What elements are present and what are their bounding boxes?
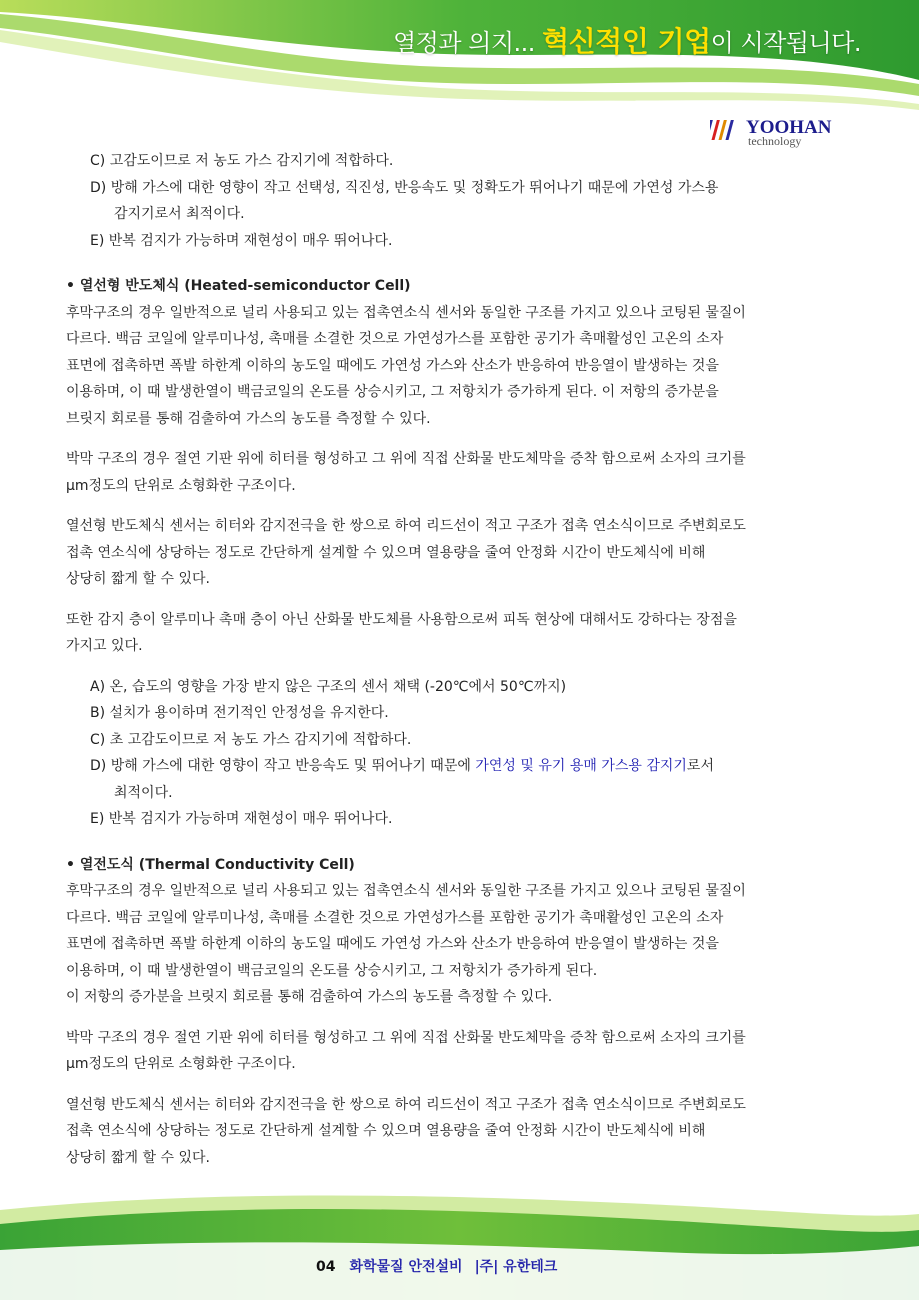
- paragraph-line: 박막 구조의 경우 절연 기판 위에 히터를 형성하고 그 위에 직접 산화물 반도체막을 증착 함으로써 소자의 크기를: [66, 1029, 746, 1046]
- list-item: E) 반복 검지가 가능하며 재현성이 매우 뛰어나다.: [90, 232, 393, 249]
- list-item: A) 온, 습도의 영향을 가장 받지 않은 구조의 센서 채택 (-20℃에서 50℃까지): [90, 678, 567, 695]
- footer-wave-banner: [0, 1180, 919, 1300]
- logo-stripes-icon: [710, 120, 734, 140]
- paragraph-line: 브릿지 회로를 통해 검출하여 가스의 농도를 측정할 수 있다.: [66, 410, 431, 427]
- section1-list: [66, 148, 852, 254]
- list-item: C) 초 고감도이므로 저 농도 가스 감지기에 적합하다.: [90, 731, 412, 748]
- paragraph-line: 표면에 접촉하면 폭발 하한계 이하의 농도일 때에도 가연성 가스와 산소가 반응하여 반응열이 발생하는 것을: [66, 936, 719, 952]
- paragraph: [66, 300, 852, 433]
- paragraph-line: 상당히 짧게 할 수 있다.: [66, 571, 210, 587]
- section2-list: [66, 674, 852, 833]
- paragraph-line: 접촉 연소식에 상당하는 정도로 간단하게 설계할 수 있으며 열용량을 줄여 안정화 시간이 반도체식에 비해: [66, 1123, 706, 1139]
- header-slogan: [393, 20, 861, 60]
- slogan-highlight: 혁신적인 기업: [542, 25, 711, 58]
- paragraph-line: 표면에 접촉하면 폭발 하한계 이하의 농도일 때에도 가연성 가스와 산소가 반응하여 반응열이 발생하는 것을: [66, 357, 719, 374]
- highlighted-text: 가연성 및 유기 용매 가스용 감지기: [475, 758, 687, 774]
- company-logo: [710, 112, 852, 148]
- section-heading-heated-semiconductor: • 열선형 반도체식 (Heated-semiconductor Cell): [66, 278, 411, 294]
- paragraph-line: 상당히 짧게 할 수 있다.: [66, 1149, 210, 1166]
- paragraph-line: 다르다. 백금 코일에 알루미나성, 촉매를 소결한 것으로 가연성가스를 포함한 공기가 촉매활성인 고온의 소자: [66, 909, 724, 926]
- section-heading-thermal-conductivity: • 열전도식 (Thermal Conductivity Cell): [66, 856, 355, 873]
- paragraph: [66, 1025, 852, 1078]
- slogan-prefix: 열정과 의지...: [393, 29, 543, 57]
- list-item-text: 로서: [686, 758, 714, 774]
- paragraph-line: 후막구조의 경우 일반적으로 널리 사용되고 있는 접촉연소식 센서와 동일한 구조를 가지고 있으나 코팅된 물질이: [66, 883, 746, 899]
- paragraph: [66, 607, 852, 660]
- paragraph-line: 다르다. 백금 코일에 알루미나성, 촉매를 소결한 것으로 가연성가스를 포함한 공기가 촉매활성인 고온의 소자: [66, 331, 724, 347]
- paragraph-line: 이용하며, 이 때 발생한열이 백금코일의 온도를 상승시키고, 그 저항치가 증가하게 된다.: [66, 962, 598, 979]
- list-item: D) 방해 가스에 대한 영향이 작고 선택성, 직진성, 반응속도 및 정확도가 뛰어나기 때문에 가연성 가스용: [90, 179, 719, 196]
- list-item: B) 설치가 용이하며 전기적인 안정성을 유지한다.: [90, 705, 389, 721]
- paragraph: [66, 513, 852, 593]
- list-item: [66, 753, 852, 780]
- paragraph-line: μm정도의 단위로 소형화한 구조이다.: [66, 477, 296, 494]
- paragraph-line: 또한 감지 층이 알루미나 촉매 층이 아닌 산화물 반도체를 사용함으로써 피독 현상에 대해서도 강하다는 장점을: [66, 611, 737, 628]
- list-item-continuation: 감지기로서 최적이다.: [114, 206, 245, 222]
- paragraph-line: μm정도의 단위로 소형화한 구조이다.: [66, 1056, 296, 1072]
- paragraph: [66, 446, 852, 499]
- footer: [316, 1256, 557, 1276]
- paragraph-line: 이 저항의 증가분을 브릿지 회로를 통해 검출하여 가스의 농도를 측정할 수 있다.: [66, 989, 553, 1005]
- paragraph-line: 박막 구조의 경우 절연 기판 위에 히터를 형성하고 그 위에 직접 산화물 반도체막을 증착 함으로써 소자의 크기를: [66, 451, 746, 467]
- footer-company: |주| 유한테크: [474, 1259, 558, 1275]
- paragraph: [66, 1092, 852, 1172]
- paragraph-line: 후막구조의 경우 일반적으로 널리 사용되고 있는 접촉연소식 센서와 동일한 구조를 가지고 있으나 코팅된 물질이: [66, 304, 746, 321]
- list-item: C) 고감도이므로 저 농도 가스 감지기에 적합하다.: [90, 153, 394, 169]
- list-item-text: D) 방해 가스에 대한 영향이 작고 반응속도 및 뛰어나기 때문에: [90, 758, 476, 774]
- list-item-continuation: 최적이다.: [114, 784, 173, 801]
- paragraph-line: 열선형 반도체식 센서는 히터와 감지전극을 한 쌍으로 하여 리드선이 적고 구조가 접촉 연소식이므로 주변회로도: [66, 1096, 746, 1113]
- page-number: 04: [316, 1259, 336, 1275]
- paragraph-line: 열선형 반도체식 센서는 히터와 감지전극을 한 쌍으로 하여 리드선이 적고 구조가 접촉 연소식이므로 주변회로도: [66, 518, 746, 534]
- slogan-suffix: 이 시작됩니다.: [710, 29, 861, 57]
- footer-title: 화학물질 안전설비: [349, 1259, 463, 1275]
- page-content: [66, 148, 852, 1171]
- paragraph: [66, 878, 852, 1011]
- logo-brand-text: YOOHAN: [746, 117, 832, 138]
- paragraph-line: 가지고 있다.: [66, 638, 143, 654]
- logo-sub-text: technology: [748, 134, 802, 148]
- paragraph-line: 접촉 연소식에 상당하는 정도로 간단하게 설계할 수 있으며 열용량을 줄여 안정화 시간이 반도체식에 비해: [66, 544, 706, 561]
- list-item: E) 반복 검지가 가능하며 재현성이 매우 뛰어나다.: [90, 811, 393, 827]
- paragraph-line: 이용하며, 이 때 발생한열이 백금코일의 온도를 상승시키고, 그 저항치가 증가하게 된다. 이 저항의 증가분을: [66, 384, 719, 400]
